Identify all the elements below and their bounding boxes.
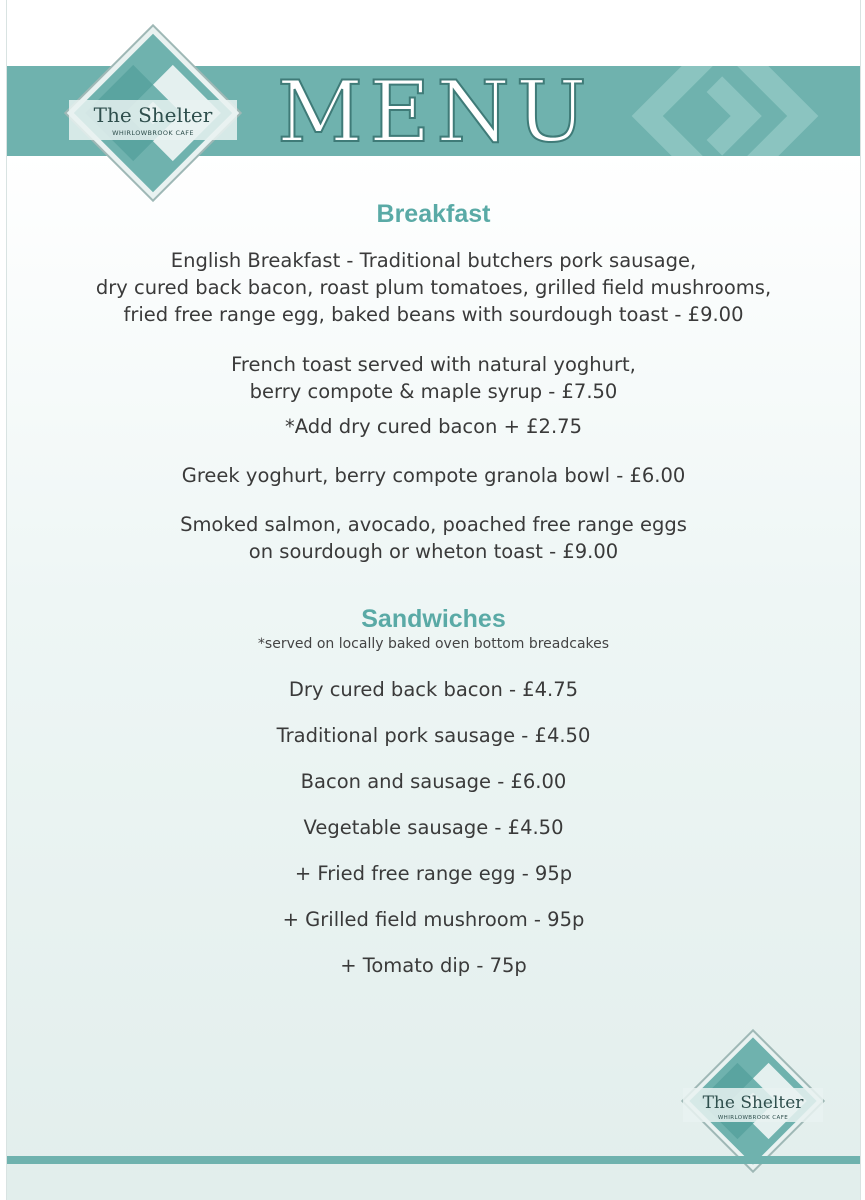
breakfast-line: on sourdough or wheton toast - £9.00 bbox=[248, 540, 619, 563]
breakfast-item bbox=[7, 462, 860, 489]
sandwich-item: + Grilled field mushroom - 95p bbox=[282, 908, 585, 931]
menu-page bbox=[6, 0, 861, 1200]
sandwiches-list bbox=[7, 676, 860, 979]
logo-top bbox=[53, 18, 253, 212]
breakfast-line: English Breakfast - Traditional butchers pork sausage, bbox=[170, 249, 697, 272]
menu-content bbox=[7, 200, 860, 979]
sandwich-item: Vegetable sausage - £4.50 bbox=[303, 816, 564, 839]
logo-name: The Shelter bbox=[93, 103, 213, 127]
breakfast-line: Greek yoghurt, berry compote granola bowl - £6.00 bbox=[181, 464, 686, 487]
breakfast-line: *Add dry cured bacon + £2.75 bbox=[285, 415, 582, 438]
breakfast-line: Smoked salmon, avocado, poached free range eggs bbox=[180, 513, 687, 536]
menu-title: MENU bbox=[277, 63, 593, 161]
sandwich-item: Dry cured back bacon - £4.75 bbox=[288, 678, 579, 701]
breakfast-heading: Breakfast bbox=[376, 200, 491, 228]
breakfast-line: berry compote & maple syrup - £7.50 bbox=[249, 380, 618, 403]
sandwiches-note: *served on locally baked oven bottom breadcakes bbox=[257, 636, 610, 652]
sandwich-item: Bacon and sausage - £6.00 bbox=[300, 770, 567, 793]
breakfast-line: dry cured back bacon, roast plum tomatoes, grilled field mushrooms, bbox=[95, 276, 772, 299]
breakfast-line: fried free range egg, baked beans with sourdough toast - £9.00 bbox=[123, 303, 744, 326]
sandwich-item: Traditional pork sausage - £4.50 bbox=[276, 724, 591, 747]
logo-name: The Shelter bbox=[702, 1093, 804, 1113]
breakfast-item bbox=[7, 351, 860, 405]
breakfast-line: French toast served with natural yoghurt, bbox=[231, 353, 636, 376]
footer-line bbox=[7, 1156, 860, 1164]
logo-subtitle: WHIRLOWBROOK CAFE bbox=[717, 1115, 789, 1121]
sandwich-item: + Fried free range egg - 95p bbox=[294, 862, 573, 885]
sandwiches-heading: Sandwiches bbox=[361, 605, 506, 633]
logo-subtitle: WHIRLOWBROOK CAFE bbox=[112, 129, 194, 137]
breakfast-item bbox=[7, 511, 860, 565]
breakfast-item bbox=[7, 247, 860, 328]
sandwich-item: + Tomato dip - 75p bbox=[340, 954, 527, 977]
decorative-diamond-icon bbox=[610, 66, 840, 156]
breakfast-item bbox=[7, 413, 860, 440]
